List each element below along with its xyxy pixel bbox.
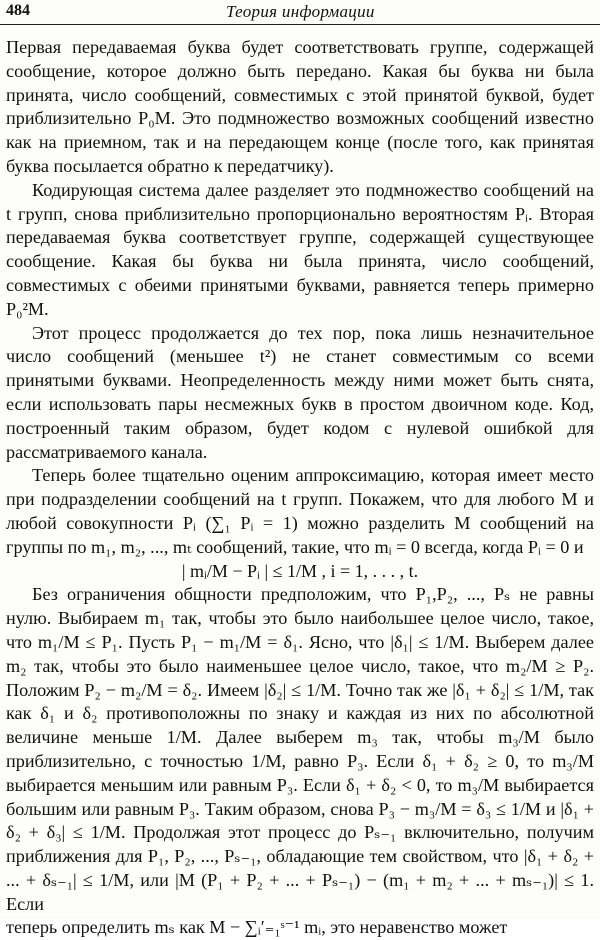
paragraph-4: Теперь более тщательно оценим аппроксимацию, которая имеет место при подразделении сообщений на t групп. Покажем, что для любого M и любой совокупности Pᵢ (∑₁ Pᵢ = 1) можно разделить M сообщений на группы по m₁, m₂, ..., mₜ сообщений, такие, что mᵢ = 0 всегда, когда Pᵢ = 0 и xyxy=(6,465,594,557)
page-header xyxy=(0,0,600,25)
inequality-formula: | mᵢ/M − Pᵢ | ≤ 1/M , i = 1, . . . , t. xyxy=(181,560,419,581)
page-body xyxy=(6,36,594,940)
paragraph-2: Кодирующая система далее разделяет это подмножество сообщений на t групп, снова приблизительно пропорционально вероятностям Pᵢ. Вторая передаваемая буква соответствует группе, содержащей существующее сообщение. Какая бы буква ни была принята, число сообщений, совместимых с обеими принятыми буквами, равняется теперь примерно P₀²M. xyxy=(6,179,594,319)
paragraph-5: Без ограничения общности предположим, что P₁,P₂, ..., Pₛ не равны нулю. Выбираем m₁ так, чтобы это было наибольшее целое число, такое, что m₁/M ≤ P₁. Пусть P₁ − m₁/M = δ₁. Ясно, что |δ₁| ≤ 1/M. Выберем далее m₂ так, чтобы это было наименьшее целое число, такое, что m₂/M ≥ P₂. Положим P₂ − m₂/M = δ₂. Имеем |δ₂| ≤ 1/M. Точно так же |δ₁ + δ₂| ≤ 1/M, так как δ₁ и δ₂ противоположны по знаку и каждая из них по абсолютной величине меньше 1/M. Далее выберем m₃ так, чтобы m₃/M было приблизительно, с точностью 1/M, равно P₃. Если δ₁ + δ₂ ≥ 0, то m₃/M выбирается меньшим или равным P₃. Если δ₁ + δ₂ < 0, то m₃/M выбирается большим или равным P₃. Таким образом, снова P₃ − m₃/M = δ₃ ≤ 1/M и |δ₁ + δ₂ + δ₃| ≤ 1/M. Продолжая этот процесс до Pₛ₋₁ включительно, получим приближения для P₁, P₂, ..., Pₛ₋₁, обладающие тем свойством, что |δ₁ + δ₂ + ... + δₛ₋₁| ≤ 1/M, или |M (P₁ + P₂ + ... + Pₛ₋₁) − (m₁ + m₂ + ... + mₛ₋₁)| ≤ 1. Если xyxy=(6,584,594,914)
paragraph-1: Первая передаваемая буква будет соответствовать группе, содержащей сообщение, которое должно быть передано. Какая бы буква ни была принята, число сообщений, совместимых с этой принятой буквой, будет приблизительно P₀M. Это подмножество возможных сообщений известно как на приемном, так и на передающем конце (после того, как принятая буква посылается обратно к передатчику). xyxy=(6,37,594,176)
page-number: 484 xyxy=(6,2,30,19)
running-title: Теория информации xyxy=(226,2,375,21)
last-line: теперь определить mₛ как M − ∑ᵢ′₌₁ˢ⁻¹ mᵢ, это неравенство может xyxy=(6,917,508,938)
paragraph-3: Этот процесс продолжается до тех пор, пока лишь незначительное число сообщений (меньшее t²) не станет совместимым со всеми принятыми буквами. Неопределенность между ними может быть снята, если использовать пары несмежных букв в простом двоичном коде. Код, построенный таким образом, будет кодом с нулевой ошибкой для рассматриваемого канала. xyxy=(6,322,594,462)
